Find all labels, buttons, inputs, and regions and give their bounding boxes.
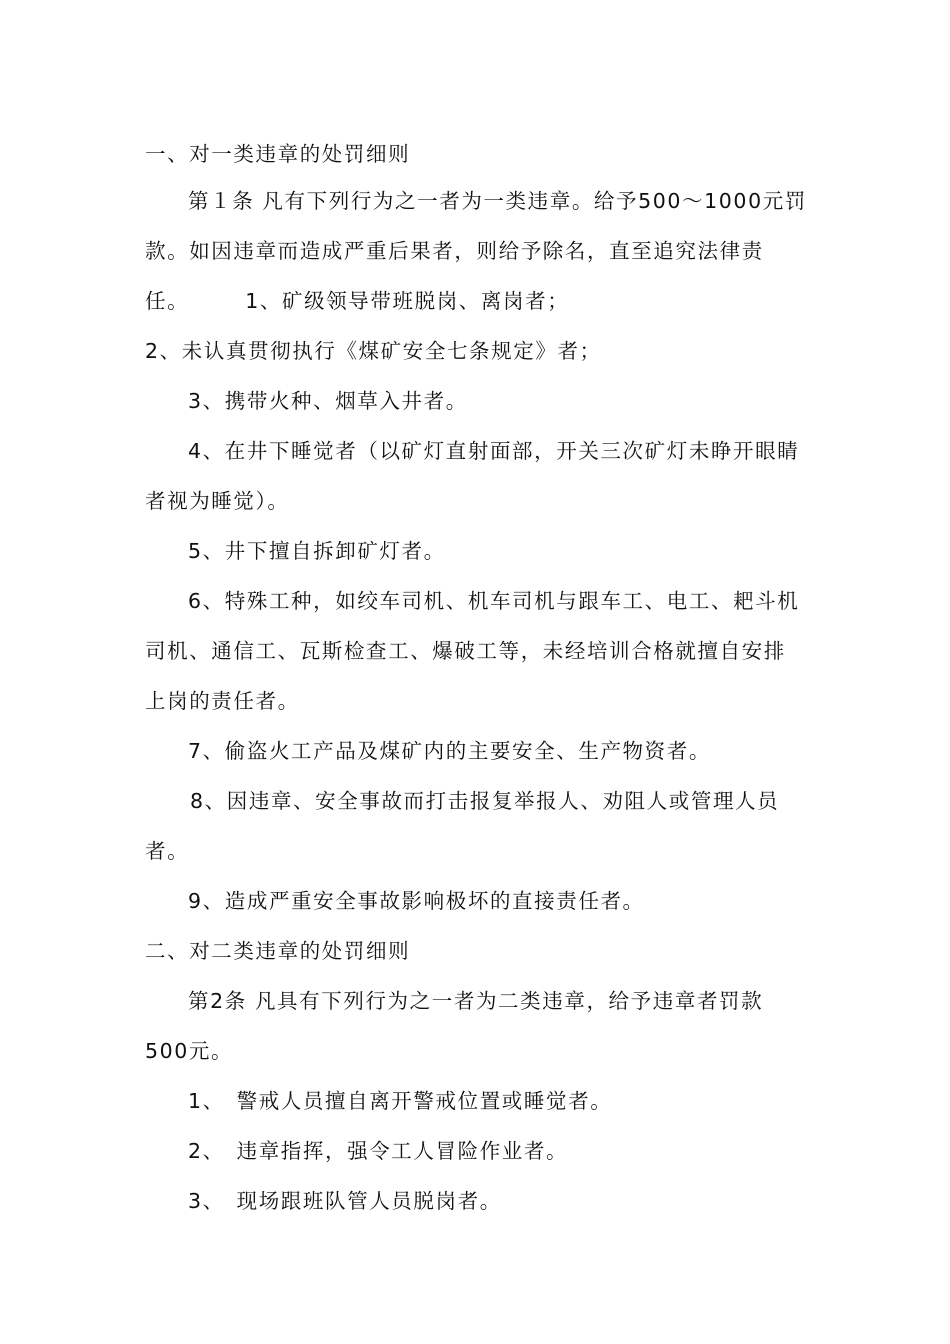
item-5: 5、井下擅自拆卸矿灯者。 (188, 539, 446, 563)
article-2-item-1: 1、 警戒人员擅自离开警戒位置或睡觉者。 (188, 1089, 613, 1113)
item-4-line-1: 4、在井下睡觉者（以矿灯直射面部，开关三次矿灯未睁开眼睛 (188, 439, 800, 463)
item-8-line-2: 者。 (145, 839, 190, 863)
item-6-line-3: 上岗的责任者。 (145, 689, 300, 713)
item-2: 2、未认真贯彻执行《煤矿安全七条规定》者； (145, 339, 602, 363)
item-9: 9、造成严重安全事故影响极坏的直接责任者。 (188, 889, 645, 913)
article-2-line-2: 500元。 (145, 1039, 234, 1063)
article-1-line-3: 任。 1、矿级领导带班脱岗、离岗者； (145, 289, 570, 313)
article-2-item-3: 3、 现场跟班队管人员脱岗者。 (188, 1189, 502, 1213)
article-2-item-2: 2、 违章指挥，强令工人冒险作业者。 (188, 1139, 569, 1163)
article-1-line-1: 第１条 凡有下列行为之一者为一类违章。给予500～1000元罚 (188, 189, 807, 213)
item-6-line-1: 6、特殊工种，如绞车司机、机车司机与跟车工、电工、耙斗机 (188, 589, 800, 613)
section-heading-1: 一、对一类违章的处罚细则 (145, 142, 411, 166)
section-heading-2: 二、对二类违章的处罚细则 (145, 939, 411, 963)
item-8-line-1: 8、因违章、安全事故而打击报复举报人、劝阻人或管理人员 (190, 789, 780, 813)
item-6-line-2: 司机、通信工、瓦斯检查工、爆破工等，未经培训合格就擅自安排 (145, 639, 786, 663)
article-2-line-1: 第2条 凡具有下列行为之一者为二类违章，给予违章者罚款 (188, 989, 764, 1013)
item-7: 7、偷盗火工产品及煤矿内的主要安全、生产物资者。 (188, 739, 711, 763)
item-4-line-2: 者视为睡觉）。 (145, 489, 290, 513)
item-3: 3、携带火种、烟草入井者。 (188, 389, 468, 413)
article-1-line-2: 款。如因违章而造成严重后果者，则给予除名，直至追究法律责 (145, 239, 764, 263)
